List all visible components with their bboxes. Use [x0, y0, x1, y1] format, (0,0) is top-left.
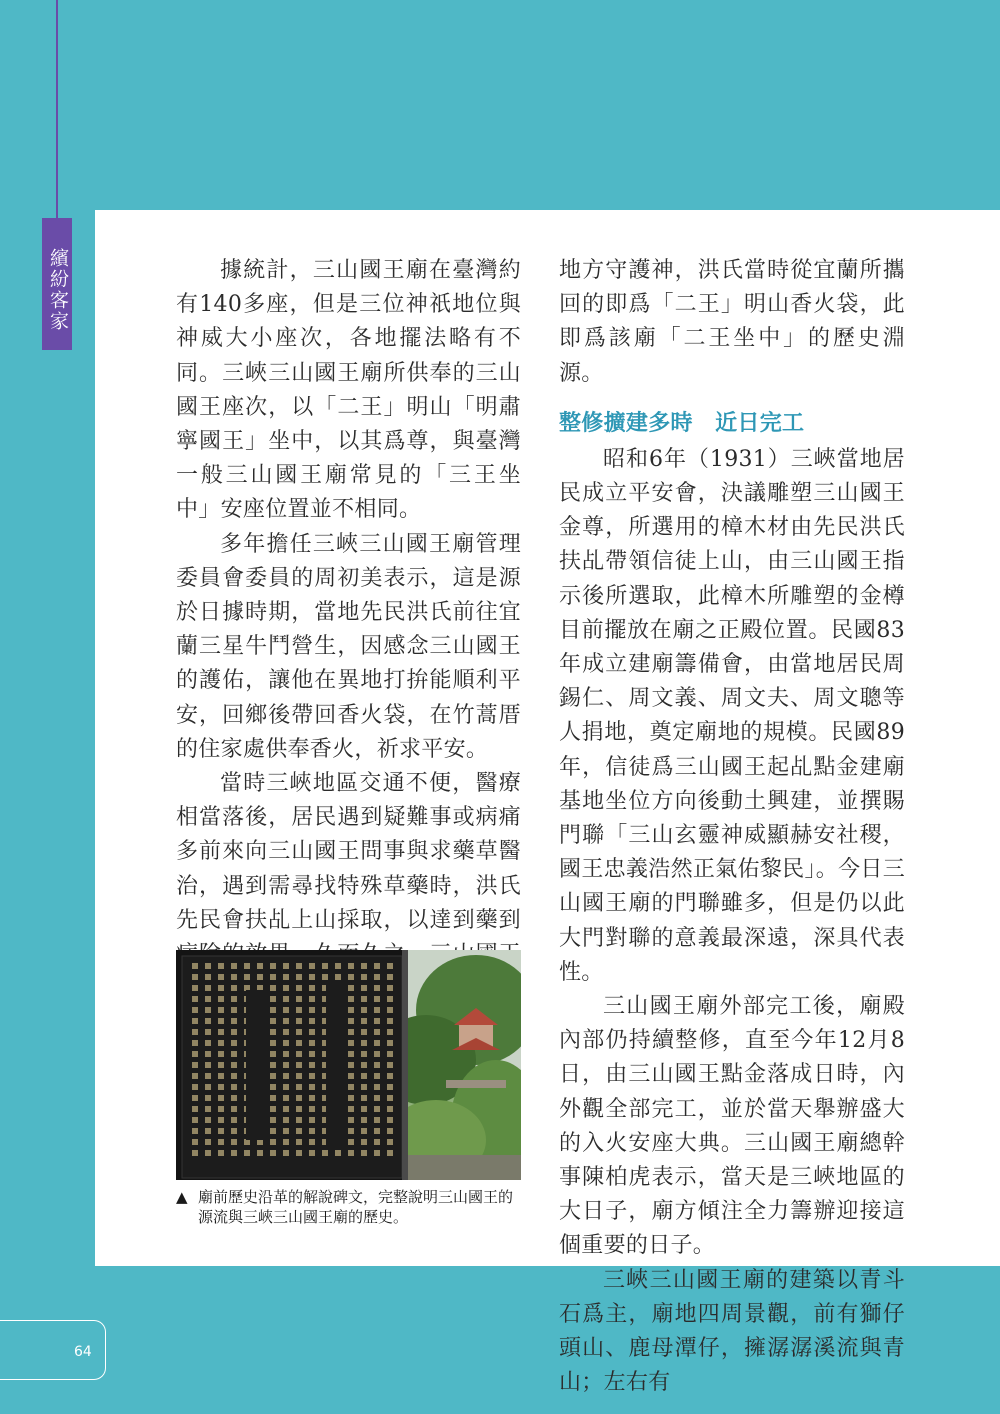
paragraph: 當時三峽地區交通不便，醫療相當落後，居民遇到疑難事或病痛多前來向三山國王問事與求藥草醫治，遇到需尋找特殊草藥時，洪氏先民會扶乩上山採取，以達到藥到 [176, 771, 521, 933]
right-column [559, 254, 905, 1401]
caption-text: 廟前歷史沿革的解說碑文，完整說明三山國王的源流與三峽三山國王廟的歷史。 [198, 1188, 514, 1226]
decorative-vertical-line [56, 0, 58, 218]
stele-photo [176, 950, 521, 1180]
paragraph: 多年擔任三峽三山國王廟管理委員會委員的周初美表示，這是源於日據時期，當地先民洪氏前往宜蘭三星牛鬥營生，因感念三山國王的護佑，讓他在異地打拚能順利平安，回鄉後帶回香火袋，在竹蒿厝的住家處供奉香火，祈求平安。 [176, 531, 521, 762]
paragraph: 據統計，三山國王廟在臺灣約有140多座，但是三位神祇地位與神威大小座次，各地擺法略有不同。三峽三山國王廟所供奉的三山國王座次，以「二王」明山「明肅寧國王」坐中，以其爲尊，與臺灣一般三山國王廟常見的「三王坐中」安座位置並不相同。 [176, 258, 521, 523]
paragraph: 昭和6年（1931）三峽當地居民成立平安會，決議雕塑三山國王金尊，所選用的樟木材由先民洪氏扶乩帶領信徒上山，由三山國王指示後所選取，此樟木所雕塑的金樽目前擺放在廟之正殿位置。民國83年成立建廟籌備會，由當地居民周錫仁、周文義、周文夫、周文聰等人捐地，奠定廟地的規模。民國89年，信徒爲三山國王起乩點金建廟基地坐位方向後動土興建，並撰賜門聯「三山玄靈神威顯赫安社稷，國王忠義浩然正氣佑黎民」。今日三山國王廟的門聯雖多，但是仍以此大門對聯的意義最深遠，深具代表性。 [559, 446, 905, 985]
left-column [176, 254, 521, 1006]
section-heading: 整修擴建多時 近日完工 [559, 410, 805, 436]
photo-caption [176, 1187, 521, 1227]
caption-triangle-icon: ▲ [176, 1188, 188, 1206]
page-number: 64 [74, 1344, 92, 1360]
section-label: 繽紛客家 [42, 218, 72, 350]
paragraph: 三峽三山國王廟的建築以青斗石爲主，廟地四周景觀，前有獅仔頭山、鹿母潭仔，擁潺潺溪流與青山；左右有 [559, 1267, 905, 1396]
paragraph: 地方守護神，洪氏當時從宜蘭所攜回的即爲「二王」明山香火袋，此即爲該廟「二王坐中」的歷史淵源。 [559, 258, 905, 386]
paragraph: 三山國王廟外部完工後，廟殿內部仍持續整修，直至今年12月8日，由三山國王點金落成日時，內外觀全部完工，並於當天舉辦盛大的入火安座大典。三山國王廟總幹事陳柏虎表示，當天是三峽地區的大日子，廟方傾注全力籌辦迎接這個重要的日子。 [559, 994, 905, 1259]
